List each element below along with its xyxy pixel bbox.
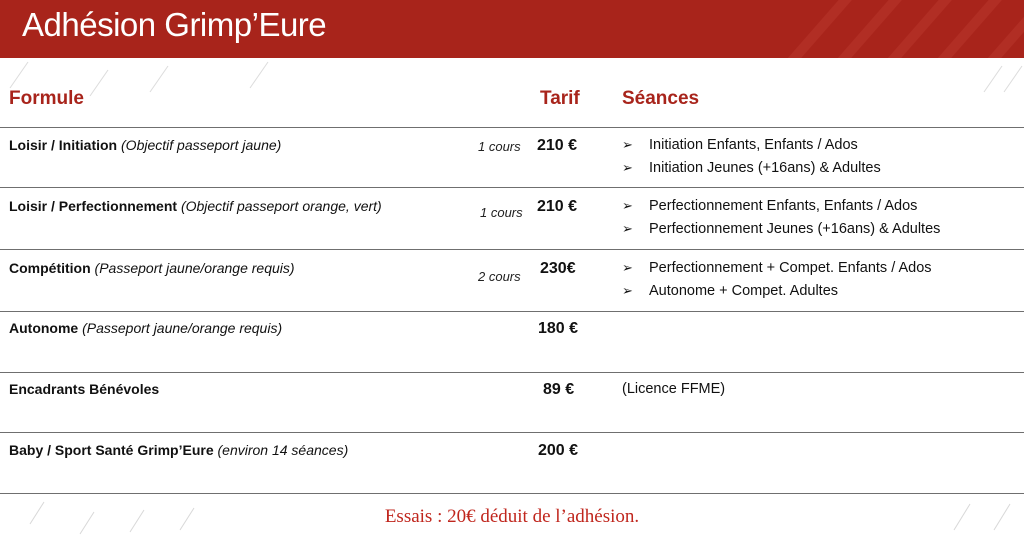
header-seances: Séances [622,88,700,109]
formule-cell [9,198,382,214]
formule-cell [9,381,159,397]
seance-note: (Licence FFME) [622,381,726,397]
footer-note: Essais : 20€ déduit de l’adhésion. [384,506,640,527]
cours-count: 2 cours [478,269,521,284]
tarif-value: 180 € [538,320,579,337]
formule-note: (Passeport jaune/orange requis) [82,320,283,336]
formule-note: (Passeport jaune/orange requis) [94,260,295,276]
formule-name: Loisir / Initiation [9,137,118,153]
tarif-value: 210 € [537,137,578,154]
divider [0,187,1024,188]
decorative-hatching-top-right [964,58,1024,98]
cours-count: 1 cours [478,139,521,154]
formule-name: Baby / Sport Santé Grimp’Eure [9,442,214,458]
arrow-bullet-icon: ➢ [622,221,633,236]
banner-stripes [764,0,1024,58]
tarif-value: 230€ [540,260,576,277]
formule-note: (Objectif passeport orange, vert) [180,198,382,214]
formule-cell [9,137,281,153]
divider [0,249,1024,250]
header-tarif: Tarif [540,88,580,109]
formule-cell [9,442,348,458]
divider [0,127,1024,128]
tarif-value: 200 € [538,442,579,459]
arrow-bullet-icon: ➢ [622,198,633,213]
header-formule: Formule [9,88,84,109]
formule-name: Autonome [9,320,79,336]
formule-note: (environ 14 séances) [217,442,349,458]
page-title: Adhésion Grimp’Eure [22,6,327,43]
formule-name: Compétition [9,260,91,276]
arrow-bullet-icon: ➢ [622,137,633,152]
title-banner [0,0,1024,58]
divider [0,432,1024,433]
arrow-bullet-icon: ➢ [622,283,633,298]
formule-cell [9,320,282,336]
formule-note: (Objectif passeport jaune) [121,137,282,153]
formule-cell [9,260,295,276]
formule-name: Encadrants Bénévoles [9,381,160,397]
formule-name: Loisir / Perfectionnement [9,198,178,214]
cours-count: 1 cours [480,205,523,220]
divider [0,372,1024,373]
divider [0,311,1024,312]
arrow-bullet-icon: ➢ [622,260,633,275]
tarif-value: 210 € [537,198,578,215]
tarif-value: 89 € [543,381,575,398]
arrow-bullet-icon: ➢ [622,160,633,175]
